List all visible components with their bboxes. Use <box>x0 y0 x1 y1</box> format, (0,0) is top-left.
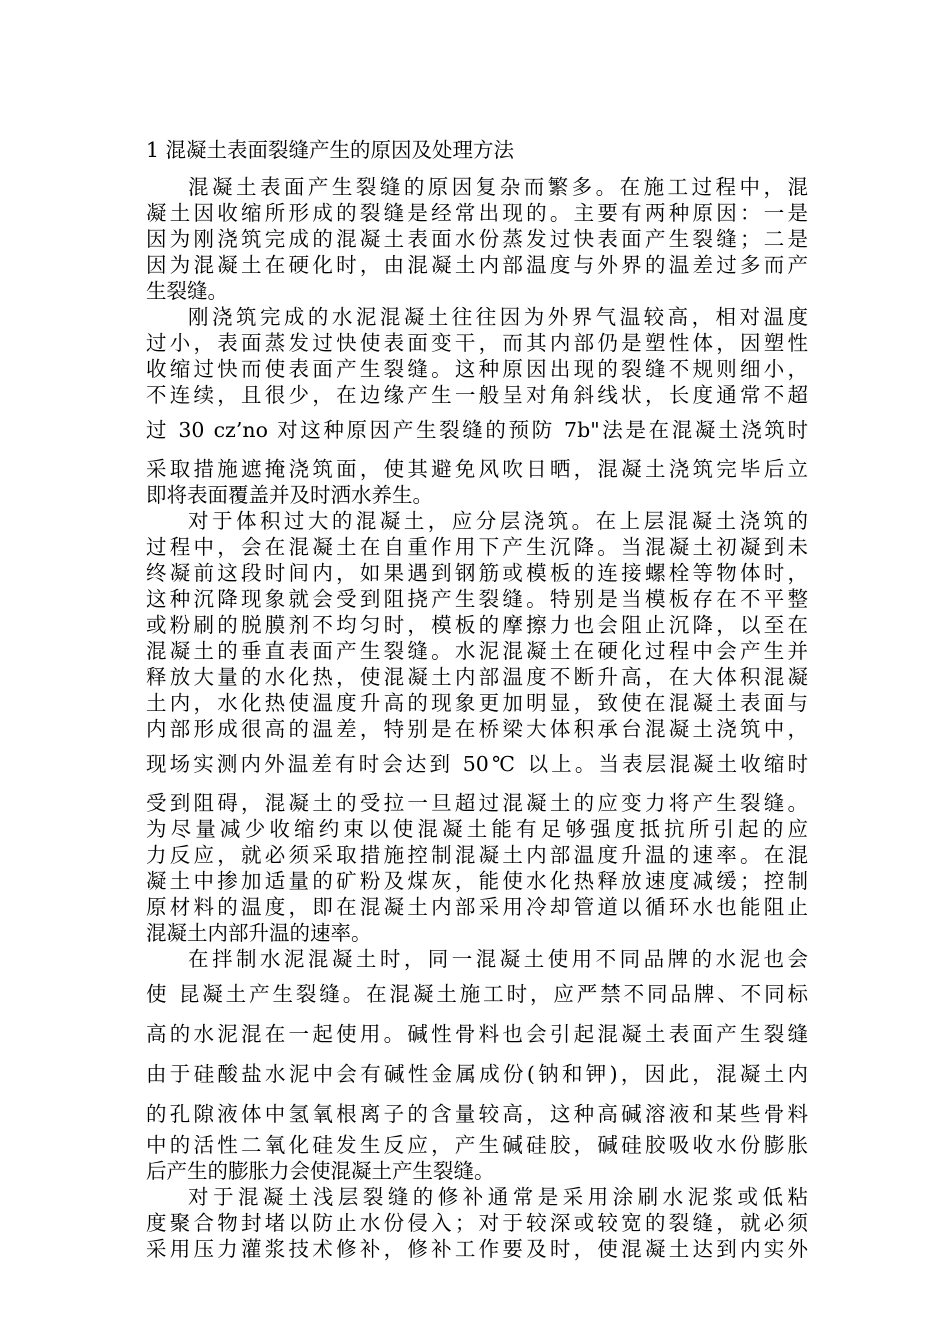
text-line: 收缩过快而使表面产生裂缝。这种原因出现的裂缝不规则细小， <box>146 357 808 381</box>
text-line: 释放大量的水化热，使混凝土内部温度不断升高，在大体积混凝 <box>146 665 808 689</box>
text-line: 刚浇筑完成的水泥混凝土往往因为外界气温较高，相对温度 <box>188 305 808 329</box>
text-line: 受到阻碍，混凝土的受拉一旦超过混凝土的应变力将产生裂缝。 <box>146 791 808 815</box>
text-line: 度聚合物封堵以防止水份侵入；对于较深或较宽的裂缝，就必须 <box>146 1211 808 1235</box>
paragraph-3 <box>146 508 808 946</box>
text-line: 因为刚浇筑完成的混凝土表面水份蒸发过快表面产生裂缝；二是 <box>146 227 808 251</box>
paragraph-5 <box>146 1184 808 1262</box>
text-line: 原材料的温度，即在混凝土内部采用冷却管道以循环水也能阻止 <box>146 895 808 919</box>
text-line: 采取措施遮掩浇筑面，使其避免风吹日晒，混凝土浇筑完毕后立 <box>146 457 808 481</box>
text-line: 中的活性二氧化硅发生反应，产生碱硅胶，碱硅胶吸收水份膨胀 <box>146 1133 808 1157</box>
text-line: 由于硅酸盐水泥中会有碱性金属成份(钠和钾)，因此，混凝土内 <box>146 1062 808 1086</box>
text-line: 土内，水化热使温度升高的现象更加明显，致使在混凝土表面与 <box>146 691 808 715</box>
text-line: 高的水泥混在一起使用。碱性骨料也会引起混凝土表面产生裂缝 <box>146 1022 808 1046</box>
text-line: 混凝土表面产生裂缝的原因复杂而繁多。在施工过程中，混 <box>188 175 808 199</box>
text-line: 不连续，且很少，在边缘产生一般呈对角斜线状，长度通常不超 <box>146 383 808 407</box>
text-line: 凝土因收缩所形成的裂缝是经常出现的。主要有两种原因：一是 <box>146 201 808 225</box>
text-line: 在拌制水泥混凝土时，同一混凝土使用不同品牌的水泥也会 <box>188 947 808 971</box>
section-heading: 1 混凝土表面裂缝产生的原因及处理方法 <box>146 138 515 162</box>
text-line: 对于体积过大的混凝土，应分层浇筑。在上层混凝土浇筑的 <box>188 509 808 533</box>
text-line: 为尽量减少收缩约束以使混凝土能有足够强度抵抗所引起的应 <box>146 817 808 841</box>
text-line: 这种沉降现象就会受到阻挠产生裂缝。特别是当模板存在不平整 <box>146 587 808 611</box>
document-body <box>146 137 808 1262</box>
paragraph-1 <box>146 174 808 304</box>
text-line: 混凝土的垂直表面产生裂缝。水泥混凝土在硬化过程中会产生并 <box>146 639 808 663</box>
text-line: 的孔隙液体中氢氧根离子的含量较高，这种高碱溶液和某些骨料 <box>146 1102 808 1126</box>
text-line: 对于混凝土浅层裂缝的修补通常是采用涂刷水泥浆或低粘 <box>188 1185 808 1209</box>
text-line: 采用压力灌浆技术修补，修补工作要及时，使混凝土达到内实外 <box>146 1237 808 1261</box>
text-line: 或粉刷的脱膜剂不均匀时，模板的摩擦力也会阻止沉降，以至在 <box>146 613 808 637</box>
text-line: 内部形成很高的温差，特别是在桥梁大体积承台混凝土浇筑中， <box>146 717 808 741</box>
text-line: 终凝前这段时间内，如果遇到钢筋或模板的连接螺栓等物体时， <box>146 561 808 585</box>
text-line: 现场实测内外温差有时会达到 50℃ 以上。当表层混凝土收缩时 <box>146 752 808 776</box>
text-line: 力反应，就必须采取措施控制混凝土内部温度升温的速率。在混 <box>146 843 808 867</box>
text-line: 因为混凝土在硬化时，由混凝土内部温度与外界的温差过多而产 <box>146 253 808 277</box>
text-line: 混凝土内部升温的速率。 <box>146 921 372 945</box>
text-line: 过 30 cz’no 对这种原因产生裂缝的预防 7b"法是在混凝土浇筑时 <box>146 418 808 442</box>
paragraph-2 <box>146 304 808 508</box>
text-line: 使 昆凝土产生裂缝。在混凝土施工时，应严禁不同品牌、不同标 <box>146 982 808 1006</box>
text-line: 后产生的膨胀力会使混凝土产生裂缝。 <box>146 1159 495 1183</box>
paragraph-4 <box>146 946 808 1184</box>
text-line: 过程中，会在混凝土在自重作用下产生沉降。当混凝土初凝到未 <box>146 535 808 559</box>
text-line: 生裂缝。 <box>146 279 228 303</box>
text-line: 过小，表面蒸发过快使表面变干，而其内部仍是塑性体，因塑性 <box>146 331 808 355</box>
text-line: 凝土中掺加适量的矿粉及煤灰，能使水化热释放速度减缓；控制 <box>146 869 808 893</box>
text-line: 即将表面覆盖并及时洒水养生。 <box>146 483 433 507</box>
